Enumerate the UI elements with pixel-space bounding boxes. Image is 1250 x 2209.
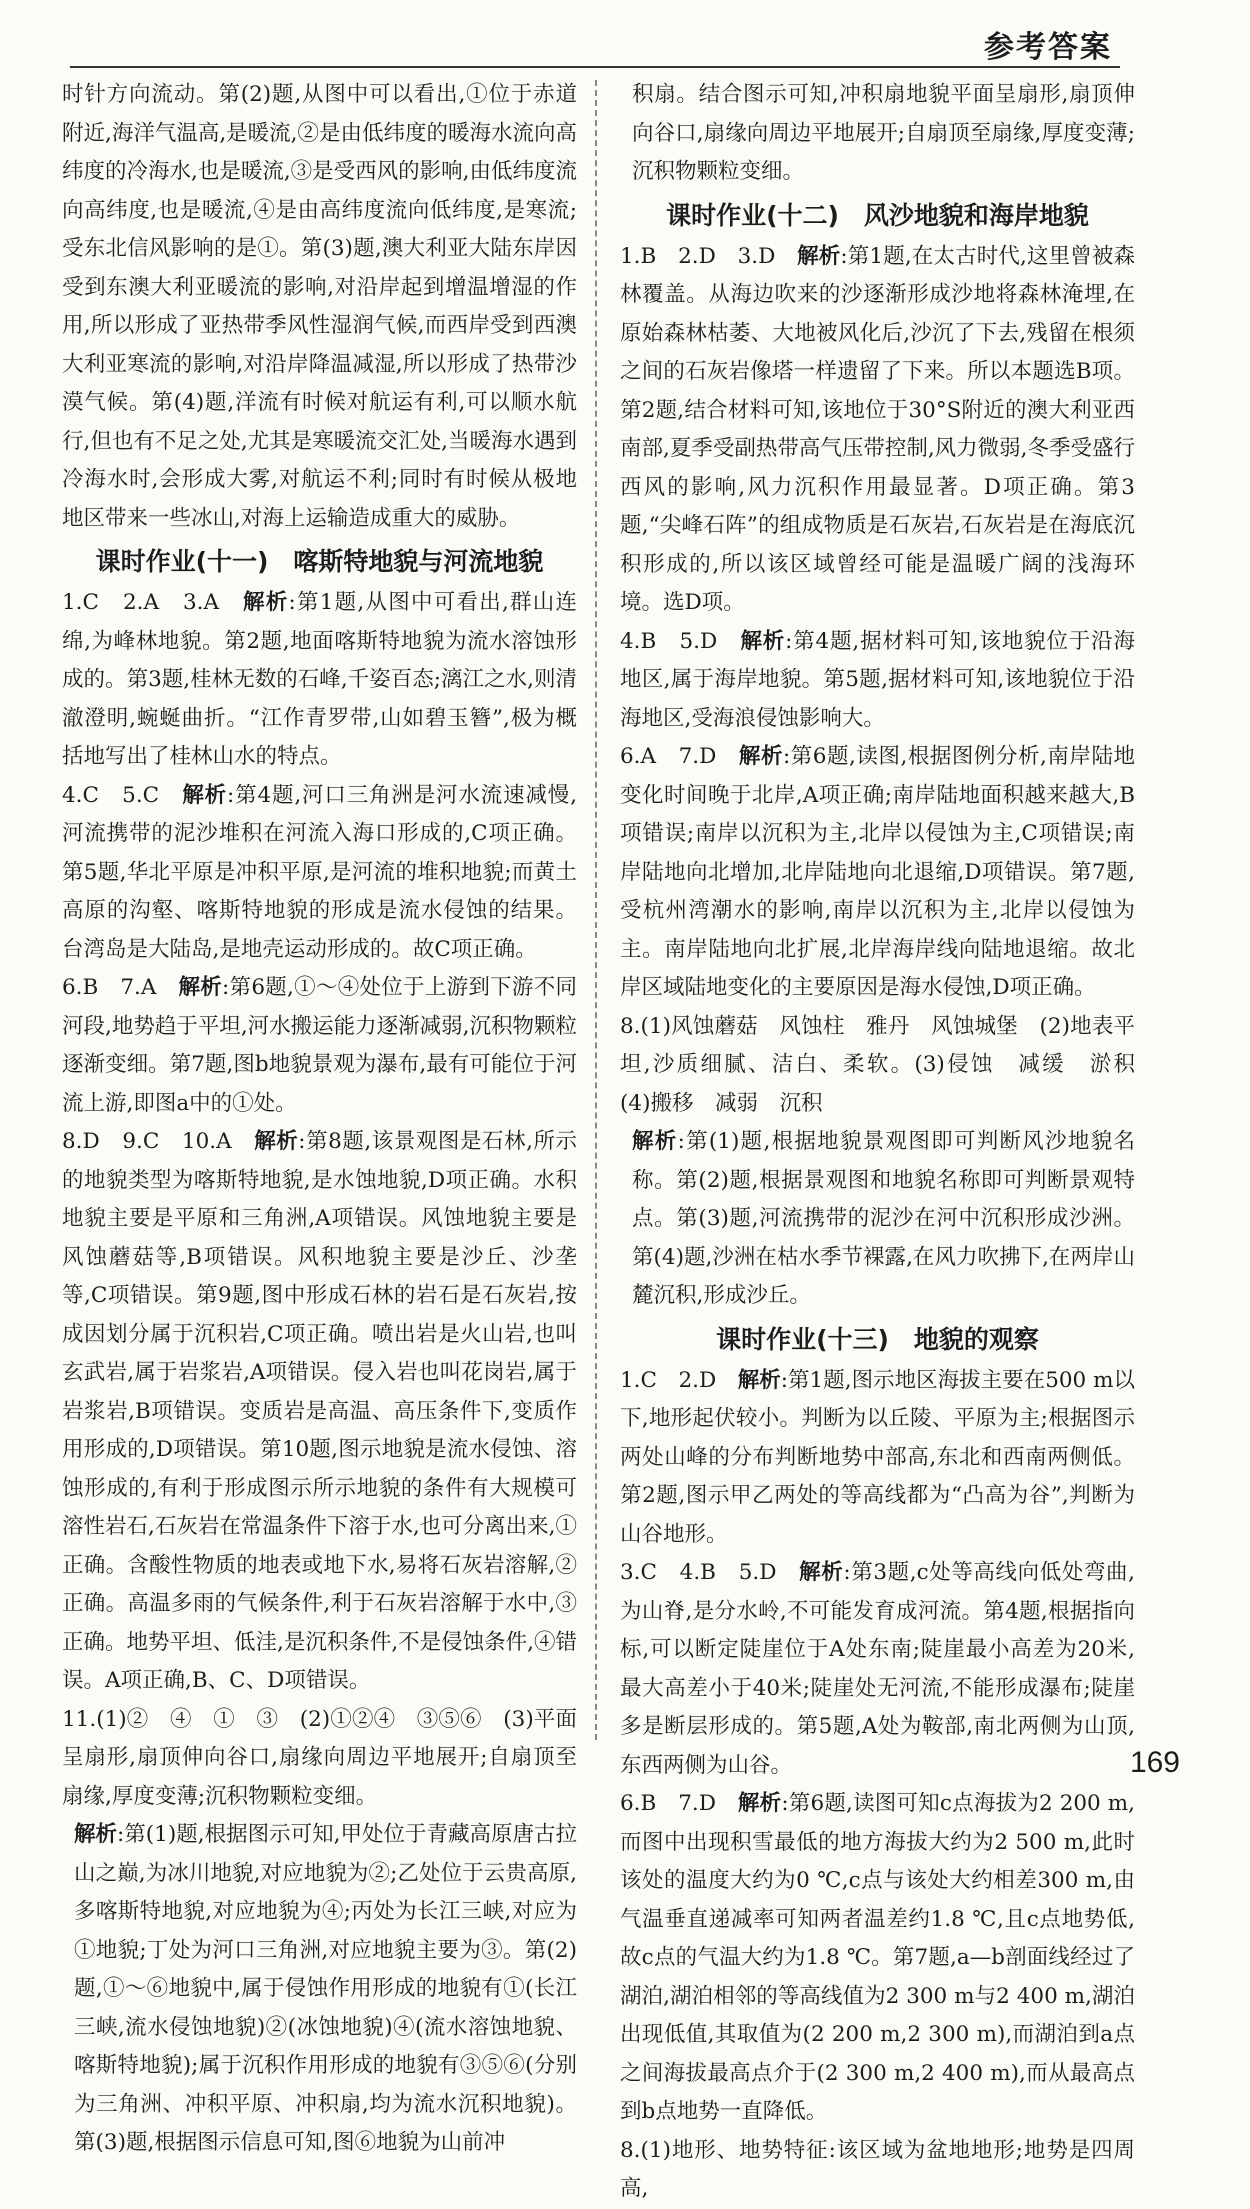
analysis-block [62,1816,577,2163]
analysis-text: :第4题,据材料可知,该地貌位于沿海地区,属于海岸地貌。第5题,据材料可知,该地貌位于沿海地区,受海浪侵蚀影响大。 [620,628,1135,731]
section-heading-12: 课时作业(十二) 风沙地貌和海岸地貌 [666,200,1089,230]
analysis-text: :第4题,河口三角洲是河水流速减慢,河流携带的泥沙堆积在河流入海口形成的,C项正确。第5题,华北平原是冲积平原,是河流的堆积地貌;而黄土高原的沟壑、喀斯特地貌的形成是流水侵蚀的结果。台湾岛是大陆岛,是地壳运动形成的。故C项正确。 [62,782,577,962]
analysis-label: 解析 [178,975,223,1000]
paragraph: 积扇。结合图示可知,冲积扇地貌平面呈扇形,扇顶伸向谷口,扇缘向周边平地展开;自扇顶至扇缘,厚度变薄;沉积物颗粒变细。 [632,82,1135,184]
analysis-label: 解析 [182,782,228,808]
header-rule [70,66,1120,68]
analysis-text: :第1题,图示地区海拔主要在500 m以下,地形起伏较小。判断为以丘陵、平原为主;根据图示两处山峰的分布判断地势中部高,东北和西南两侧低。第2题,图示甲乙两处的等高线都为“凸高为谷”,判断为山谷地形。 [620,1367,1135,1547]
answer-block [620,1362,1135,1555]
analysis-block [620,1123,1135,1316]
analysis-label: 解析 [737,1791,782,1816]
answer-block: 8.(1)地形、地势特征:该区域为盆地地形;地势是四周高, [620,2137,1135,2201]
analysis-text: :第3题,c处等高线向低处弯曲,为山脊,是分水岭,不可能发育成河流。第4题,根据指向标,可以断定陡崖位于A处东南;陡崖最小高差为20米,最大高差小于40米;陡崖处无河流,不能形成瀑布;陡崖多是断层形成的。第5题,A处为鞍部,南北两侧为山顶,东西两侧为山谷。 [620,1560,1135,1778]
answer-keys: 6.A 7.D [620,744,739,769]
analysis-label: 解析 [740,628,786,654]
answer-keys: 8.D 9.C 10.A [62,1129,255,1154]
analysis-text: :第6题,读图,根据图例分析,南岸陆地变化时间晚于北岸,A项正确;南岸陆地面积越来越大,B项错误;南岸以沉积为主,北岸以侵蚀为主,C项错误;南岸陆地向北增加,北岸陆地向北退缩,D项错误。第7题,受杭州湾潮水的影响,南岸以沉积为主,北岸以侵蚀为主。南岸陆地向北扩展,北岸海岸线向陆地退缩。故北岸区域陆地变化的主要原因是海水侵蚀,D项正确。 [620,744,1135,1000]
answer-keys: 1.C 2.D [620,1367,738,1393]
answer-keys: 4.C 5.C [62,782,183,808]
analysis-text: :第8题,该景观图是石林,所示的地貌类型为喀斯特地貌,是水蚀地貌,D项正确。水积地貌主要是平原和三角洲,A项错误。风蚀地貌主要是风蚀蘑菇等,B项错误。风积地貌主要是沙丘、沙垄等,C项错误。第9题,图中形成石林的岩石是石灰岩,按成因划分属于沉积岩,C项正确。喷出岩是火山岩,也叫玄武岩,属于岩浆岩,A项错误。侵入岩也叫花岗岩,属于岩浆岩,B项错误。变质岩是高温、高压条件下,变质作用形成的,D项错误。第10题,图示地貌是流水侵蚀、溶蚀形成的,有利于形成图示所示地貌的条件有大规模可溶性岩石,石灰岩在常温条件下溶于水,也可分离出来,①正确。含酸性物质的地表或地下水,易将石灰岩溶解,②正确。高温多雨的气候条件,利于石灰岩溶解于水中,③正确。地势平坦、低洼,是沉积条件,不是侵蚀条件,④错误。A项正确,B、C、D项错误。 [62,1129,578,1693]
answer-block: 8.(1)风蚀蘑菇 风蚀柱 雅丹 风蚀城堡 (2)地表平坦,沙质细腻、洁白、柔软。(3)侵蚀 减缓 淤积 (4)搬移 减弱 沉积 [620,1013,1157,1116]
analysis-label: 解析 [737,1367,781,1393]
analysis-label: 解析 [74,1822,118,1847]
answer-keys: 6.B 7.D [620,1791,738,1816]
page-header-title: 参考答案 [984,30,1112,65]
answer-block [620,738,1135,1008]
answer-block [620,1785,1135,2132]
analysis-label: 解析 [254,1129,299,1154]
answer-block [620,1554,1135,1785]
analysis-label: 解析 [797,243,841,269]
analysis-text: :第(1)题,根据图示可知,甲处位于青藏高原唐古拉山之巅,为冰川地貌,对应地貌为②;乙处位于云贵高原,多喀斯特地貌,对应地貌为④;丙处为长江三峡,对应为①地貌;丁处为河口三角洲,对应地貌主要为③。第(2)题,①～⑥地貌中,属于侵蚀作用形成的地貌有①(长江三峡,流水侵蚀地貌)②(冰蚀地貌)④(流水溶蚀地貌、喀斯特地貌);属于沉积作用形成的地貌有③⑤⑥(分别为三角洲、冲积平原、冲积扇,均为流水沉积地貌)。第(3)题,根据图示信息可知,图⑥地貌为山前冲 [74,1822,577,2155]
left-column [62,76,578,2155]
answer-keys: 1.C 2.A 3.A [62,590,244,615]
analysis-text: :第1题,在太古时代,这里曾被森林覆盖。从海边吹来的沙逐渐形成沙地将森林淹埋,在原始森林枯萎、大地被风化后,沙沉了下去,残留在根须之间的石灰岩像塔一样遗留了下来。所以本题选B项。第2题,结合材料可知,该地位于30°S附近的澳大利亚西南部,夏季受副热带高气压带控制,风力微弱,冬季受盛行西风的影响,风力沉积作用最显著。D项正确。第3题,“尖峰石阵”的组成物质是石灰岩,石灰岩是在海底沉积形成的,所以该区域曾经可能是温暖广阔的浅海环境。选D项。 [620,243,1136,615]
section-heading-13: 课时作业(十三) 地貌的观察 [716,1324,1039,1354]
answer-keys: 4.B 5.D [620,628,741,654]
answer-block [620,238,1135,623]
answer-keys: 6.B 7.A [62,975,179,1000]
answer-block: 11.(1)② ④ ① ③ (2)①②④ ③⑤⑥ (3)平面呈扇形,扇顶伸向谷口,扇缘向周边平地展开;自扇顶至扇缘,厚度变薄;沉积物颗粒变细。 [62,1706,577,1809]
answer-block [62,777,577,970]
analysis-label: 解析 [632,1129,678,1154]
analysis-text: :第6题,读图可知c点海拔为2 200 m,而图中出现积雪最低的地方海拔大约为2 500 m,此时该处的温度大约为0 ℃,c点与该处大约相差300 m,由气温垂直递减率可知两者温差约1.8 ℃,且c点地势低,故c点的气温大约为1.8 ℃。第7题,a—b剖面线经过了湖泊,湖泊相邻的等高线值为2 300 m与2 400 m,湖泊出现低值,其取值为(2 200 m,2 300 m),而湖泊到a点之间海拔最高点介于(2 300 m,2 400 m),而从最高点到b点地势一直降低。 [620,1791,1135,2124]
answer-block [62,584,577,777]
analysis-label: 解析 [243,590,289,615]
page-number: 169 [1129,1746,1180,1779]
analysis-text: :第6题,①～④处位于上游到下游不同河段,地势趋于平坦,河水搬运能力逐渐减弱,沉积物颗粒逐渐变细。第7题,图b地貌景观为瀑布,最有可能位于河流上游,即图a中的①处。 [62,975,578,1116]
column-divider [595,80,597,1740]
answer-keys: 1.B 2.D 3.D [620,243,798,269]
analysis-label: 解析 [799,1560,844,1585]
answer-block [620,623,1135,739]
answer-keys: 3.C 4.B 5.D [620,1560,800,1585]
section-heading-11: 课时作业(十一) 喀斯特地貌与河流地貌 [95,547,544,576]
answer-block [62,1123,577,1701]
analysis-text: :第1题,从图中可看出,群山连绵,为峰林地貌。第2题,地面喀斯特地貌为流水溶蚀形成的。第3题,桂林无数的石峰,千姿百态;漓江之水,则清澈澄明,蜿蜒曲折。“江作青罗带,山如碧玉簪”,极为概括地写出了桂林山水的特点。 [62,590,578,769]
paragraph: 时针方向流动。第(2)题,从图中可以看出,①位于赤道附近,海洋气温高,是暖流,②是由低纬度的暖海水流向高纬度的冷海水,也是暖流,③是受西风的影响,由低纬度流向高纬度,也是暖流,④是由高纬度流向低纬度,是寒流;受东北信风影响的是①。第(3)题,澳大利亚大陆东岸因受到东澳大利亚暖流的影响,对沿岸起到增温增湿的作用,所以形成了亚热带季风性湿润气候,而西岸受到西澳大利亚寒流的影响,对沿岸降温减湿,所以形成了热带沙漠气候。第(4)题,洋流有时候对航运有利,可以顺水航行,但也有不足之处,尤其是寒暖流交汇处,当暖海水遇到冷海水时,会形成大雾,对航运不利;同时有时候从极地地区带来一些冰山,对海上运输造成重大的威胁。 [62,82,578,531]
answer-block [62,969,577,1123]
analysis-label: 解析 [738,744,783,769]
analysis-text: :第(1)题,根据地貌景观图即可判断风沙地貌名称。第(2)题,根据景观图和地貌名称即可判断景观特点。第(3)题,河流携带的泥沙在河中沉积形成沙洲。第(4)题,沙洲在枯水季节裸露,在风力吹拂下,在两岸山麓沉积,形成沙丘。 [632,1129,1135,1308]
